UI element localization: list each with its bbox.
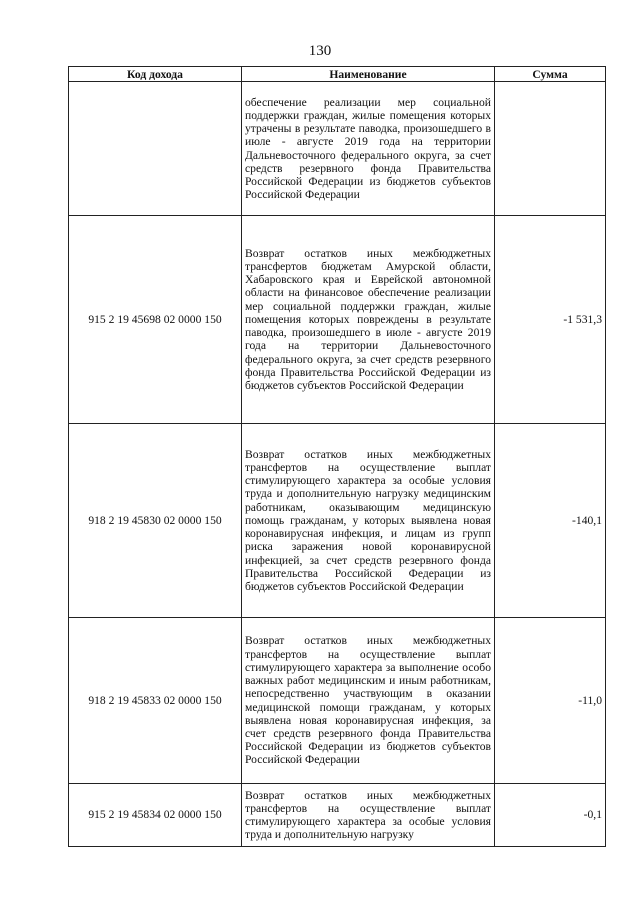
revenue-code-cell: 918 2 19 45833 02 0000 150 <box>69 618 242 784</box>
revenue-name-cell: Возврат остатков иных межбюджетных трансфертов бюджетам Амурской области, Хабаровского края и Еврейской автономной области на финансовое обеспечение реализации мер социальной поддержки граждан, жилые помещения которых повреждены в результате паводка, произошедшего в июле - августе 2019 года на территории Дальневосточного федерального округа, за счет средств резервного фонда Правительства Российской Федерации из бюджетов субъектов Российской Федерации <box>242 216 495 424</box>
header-name: Наименование <box>242 67 495 82</box>
revenue-code-cell: 918 2 19 45830 02 0000 150 <box>69 424 242 618</box>
revenue-name-cell: Возврат остатков иных межбюджетных трансфертов на осуществление выплат стимулирующего характера за особые условия труда и дополнительную нагрузку медицинским работникам, оказывающим медицинскую помощь гражданам, у которых выявлена новая коронавирусная инфекция, и лицам из групп риска заражения новой коронавирусной инфекцией, за счет средств резервного фонда Правительства Российской Федерации из бюджетов субъектов Российской Федерации <box>242 424 495 618</box>
header-code: Код дохода <box>69 67 242 82</box>
table-header-row <box>69 67 606 82</box>
revenue-table <box>68 66 606 847</box>
revenue-name-cell: Возврат остатков иных межбюджетных трансфертов на осуществление выплат стимулирующего характера за особые условия труда и дополнительную нагрузку <box>242 784 495 847</box>
table-row <box>69 82 606 216</box>
table-row <box>69 784 606 847</box>
amount-cell <box>495 82 606 216</box>
amount-cell: -11,0 <box>495 618 606 784</box>
revenue-code-cell <box>69 82 242 216</box>
table-row <box>69 618 606 784</box>
header-amount: Сумма <box>495 67 606 82</box>
amount-cell: -1 531,3 <box>495 216 606 424</box>
revenue-code-cell: 915 2 19 45834 02 0000 150 <box>69 784 242 847</box>
revenue-code-cell: 915 2 19 45698 02 0000 150 <box>69 216 242 424</box>
revenue-name-cell: обеспечение реализации мер социальной поддержки граждан, жилые помещения которых утрачены в результате паводка, произошедшего в июле - августе 2019 года на территории Дальневосточного федерального округа, за счет средств резервного фонда Правительства Российской Федерации из бюджетов субъектов Российской Федерации <box>242 82 495 216</box>
table-row <box>69 424 606 618</box>
revenue-name-cell: Возврат остатков иных межбюджетных трансфертов на осуществление выплат стимулирующего характера за выполнение особо важных работ медицинским и иным работникам, непосредственно участвующим в оказании медицинской помощи гражданам, у которых выявлена новая коронавирусная инфекция, за счет средств резервного фонда Правительства Российской Федерации из бюджетов субъектов Российской Федерации <box>242 618 495 784</box>
amount-cell: -0,1 <box>495 784 606 847</box>
amount-cell: -140,1 <box>495 424 606 618</box>
page-number: 130 <box>308 43 332 59</box>
table-row <box>69 216 606 424</box>
